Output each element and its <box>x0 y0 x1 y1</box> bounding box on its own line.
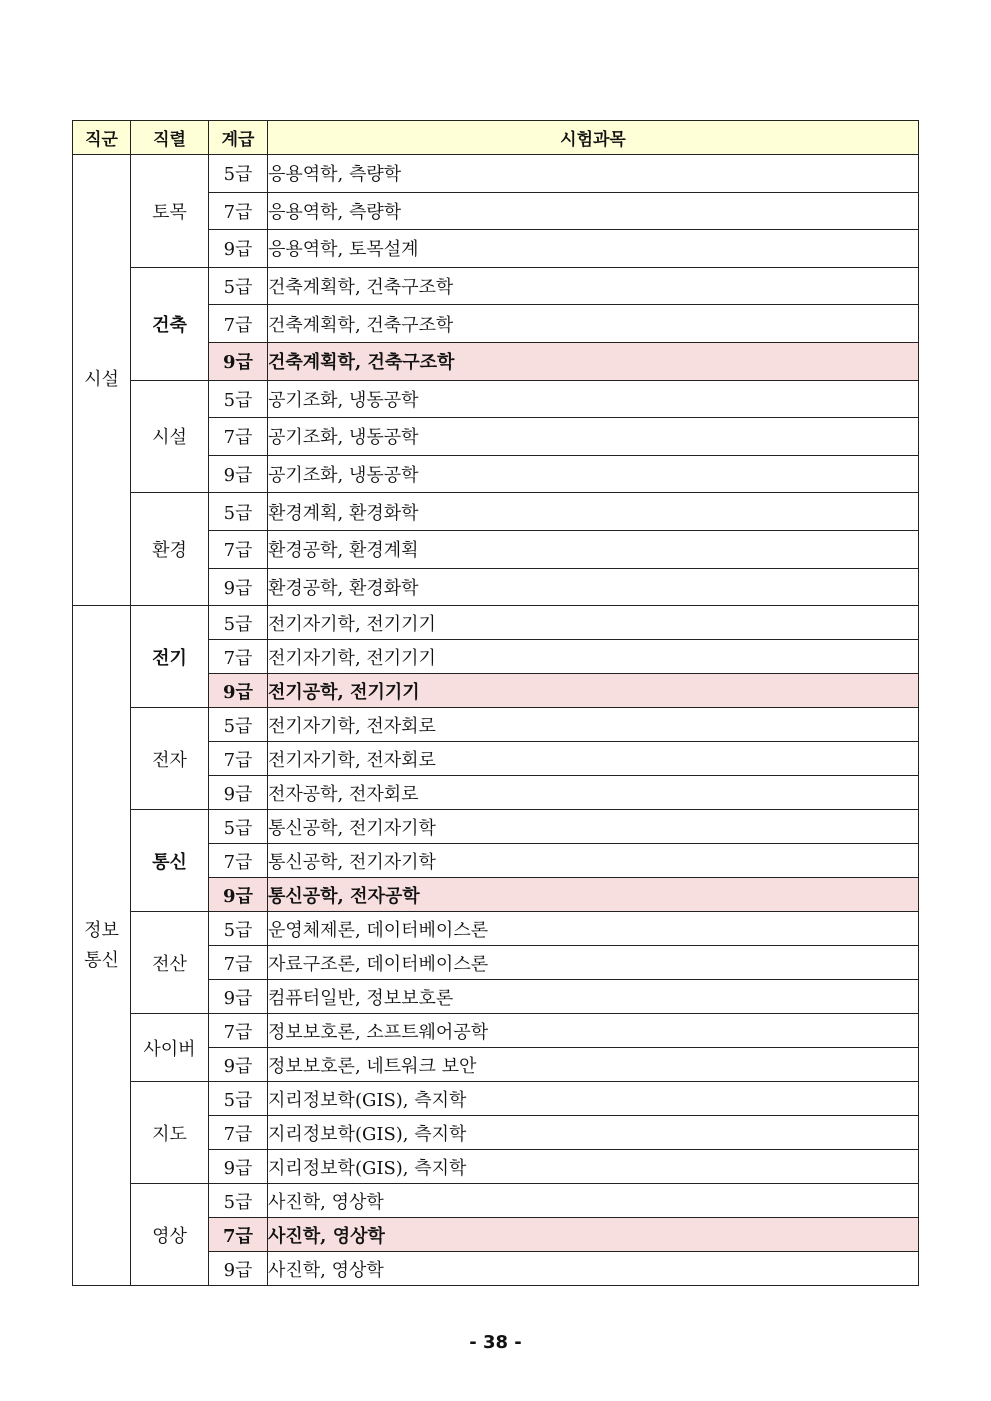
grade-cell: 5급 <box>209 606 268 640</box>
job-series-cell: 지도 <box>131 1082 209 1184</box>
job-series-cell: 건축 <box>131 267 209 380</box>
grade-cell: 7급 <box>209 1014 268 1048</box>
grade-cell: 7급 <box>209 640 268 674</box>
exam-subjects-cell: 응용역학, 측량학 <box>268 192 919 230</box>
grade-cell: 9급 <box>209 1048 268 1082</box>
grade-cell: 7급 <box>209 1116 268 1150</box>
page-number: - 38 - <box>469 1332 522 1353</box>
job-series-cell: 전기 <box>131 606 209 708</box>
exam-subjects-cell: 공기조화, 냉동공학 <box>268 455 919 493</box>
job-series-cell: 사이버 <box>131 1014 209 1082</box>
exam-subjects-cell: 사진학, 영상학 <box>268 1252 919 1286</box>
exam-subjects-cell: 공기조화, 냉동공학 <box>268 418 919 456</box>
table-row <box>73 1082 919 1116</box>
table-row <box>73 708 919 742</box>
header-job-series: 직렬 <box>131 121 209 155</box>
grade-cell: 5급 <box>209 912 268 946</box>
exam-subjects-cell: 전기공학, 전기기기 <box>268 674 919 708</box>
grade-cell: 9급 <box>209 342 268 380</box>
exam-subjects-cell: 전기자기학, 전기기기 <box>268 640 919 674</box>
job-series-cell: 토목 <box>131 155 209 268</box>
exam-subjects-cell: 사진학, 영상학 <box>268 1218 919 1252</box>
table-row <box>73 1014 919 1048</box>
exam-subjects-cell: 통신공학, 전기자기학 <box>268 844 919 878</box>
header-grade: 계급 <box>209 121 268 155</box>
grade-cell: 7급 <box>209 305 268 343</box>
grade-cell: 9급 <box>209 230 268 268</box>
table-header-row <box>73 121 919 155</box>
table-row <box>73 810 919 844</box>
exam-subjects-cell: 컴퓨터일반, 정보보호론 <box>268 980 919 1014</box>
grade-cell: 7급 <box>209 418 268 456</box>
exam-subjects-cell: 지리정보학(GIS), 측지학 <box>268 1150 919 1184</box>
exam-subjects-cell: 전기자기학, 전자회로 <box>268 708 919 742</box>
table-row <box>73 380 919 418</box>
header-job-group: 직군 <box>73 121 131 155</box>
exam-subjects-cell: 건축계획학, 건축구조학 <box>268 342 919 380</box>
exam-subjects-cell: 통신공학, 전자공학 <box>268 878 919 912</box>
exam-subjects-cell: 응용역학, 측량학 <box>268 155 919 193</box>
exam-subjects-cell: 사진학, 영상학 <box>268 1184 919 1218</box>
exam-subjects-cell: 지리정보학(GIS), 측지학 <box>268 1082 919 1116</box>
exam-subjects-table <box>72 120 919 1286</box>
exam-subjects-cell: 자료구조론, 데이터베이스론 <box>268 946 919 980</box>
grade-cell: 9급 <box>209 674 268 708</box>
job-group-cell: 시설 <box>73 155 131 606</box>
job-series-cell: 환경 <box>131 493 209 606</box>
grade-cell: 5급 <box>209 1184 268 1218</box>
table-row <box>73 1184 919 1218</box>
grade-cell: 5급 <box>209 155 268 193</box>
table-body <box>73 155 919 1286</box>
grade-cell: 9급 <box>209 1150 268 1184</box>
exam-subjects-cell: 전기자기학, 전자회로 <box>268 742 919 776</box>
job-series-cell: 시설 <box>131 380 209 493</box>
grade-cell: 5급 <box>209 493 268 531</box>
grade-cell: 9급 <box>209 878 268 912</box>
grade-cell: 7급 <box>209 530 268 568</box>
exam-subjects-cell: 공기조화, 냉동공학 <box>268 380 919 418</box>
grade-cell: 7급 <box>209 946 268 980</box>
header-exam-subjects: 시험과목 <box>268 121 919 155</box>
job-group-cell: 정보 통신 <box>73 606 131 1286</box>
grade-cell: 5급 <box>209 708 268 742</box>
grade-cell: 7급 <box>209 1218 268 1252</box>
grade-cell: 5급 <box>209 810 268 844</box>
table-row <box>73 493 919 531</box>
table-row <box>73 606 919 640</box>
exam-subjects-cell: 환경공학, 환경화학 <box>268 568 919 606</box>
grade-cell: 7급 <box>209 192 268 230</box>
exam-subjects-cell: 정보보호론, 소프트웨어공학 <box>268 1014 919 1048</box>
job-series-cell: 전산 <box>131 912 209 1014</box>
exam-subjects-cell: 전자공학, 전자회로 <box>268 776 919 810</box>
exam-subjects-cell: 지리정보학(GIS), 측지학 <box>268 1116 919 1150</box>
exam-subjects-cell: 응용역학, 토목설계 <box>268 230 919 268</box>
grade-cell: 9급 <box>209 980 268 1014</box>
table-row <box>73 155 919 193</box>
grade-cell: 5급 <box>209 267 268 305</box>
table-row <box>73 267 919 305</box>
exam-subjects-cell: 정보보호론, 네트워크 보안 <box>268 1048 919 1082</box>
exam-subjects-cell: 환경계획, 환경화학 <box>268 493 919 531</box>
grade-cell: 9급 <box>209 776 268 810</box>
grade-cell: 7급 <box>209 844 268 878</box>
exam-subjects-cell: 운영체제론, 데이터베이스론 <box>268 912 919 946</box>
exam-subjects-cell: 전기자기학, 전기기기 <box>268 606 919 640</box>
grade-cell: 5급 <box>209 1082 268 1116</box>
grade-cell: 9급 <box>209 455 268 493</box>
exam-subjects-cell: 건축계획학, 건축구조학 <box>268 305 919 343</box>
exam-subjects-cell: 건축계획학, 건축구조학 <box>268 267 919 305</box>
grade-cell: 7급 <box>209 742 268 776</box>
grade-cell: 9급 <box>209 1252 268 1286</box>
job-series-cell: 통신 <box>131 810 209 912</box>
grade-cell: 9급 <box>209 568 268 606</box>
job-series-cell: 영상 <box>131 1184 209 1286</box>
exam-subjects-cell: 환경공학, 환경계획 <box>268 530 919 568</box>
job-series-cell: 전자 <box>131 708 209 810</box>
exam-subjects-cell: 통신공학, 전기자기학 <box>268 810 919 844</box>
table-row <box>73 912 919 946</box>
grade-cell: 5급 <box>209 380 268 418</box>
